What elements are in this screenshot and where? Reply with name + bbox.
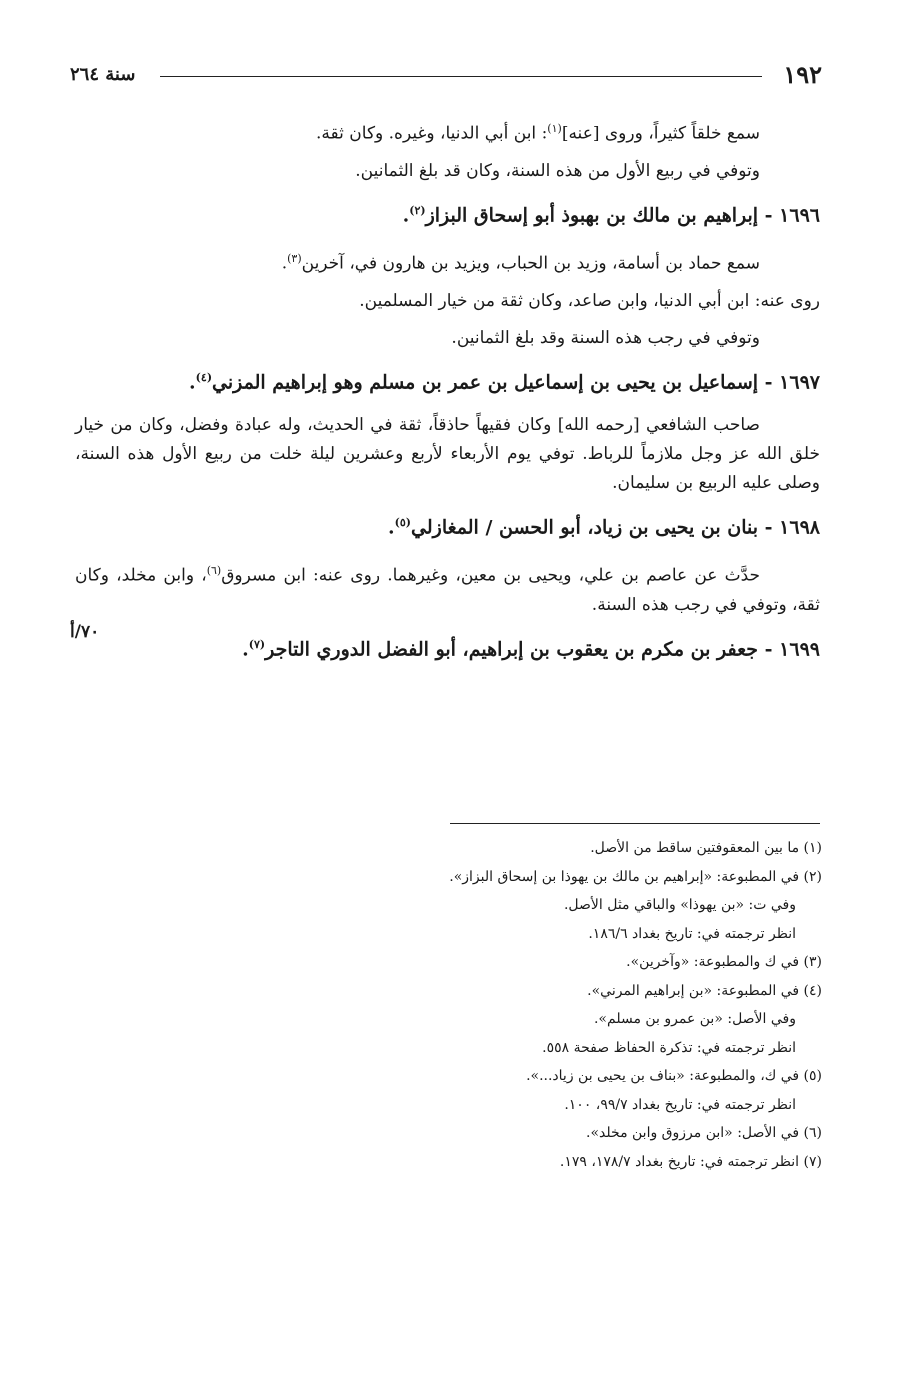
footnote-line: (٧) انظر ترجمته في: تاريخ بغداد ١٧٨/٧، ١٧٩. (559, 1153, 822, 1170)
footnote-line: (٤) في المطبوعة: «بن إبراهيم المرني». (587, 982, 822, 999)
biography-entry-heading (75, 508, 820, 542)
page-header (70, 60, 822, 92)
footnote-line: وفي ت: «بن يهوذا» والباقي مثل الأصل. (563, 897, 796, 913)
biography-entry-heading (75, 196, 820, 230)
footnote-line: (١) ما بين المعقوفتين ساقط من الأصل. (590, 840, 822, 856)
text-run: . (242, 638, 249, 661)
footnote-line: (٢) في المطبوعة: «إبراهيم بن مالك بن يهوذا بن إسحاق البزاز». (449, 868, 822, 885)
text-run: ١٦٩٨ - بنان بن يحيى بن زياد، أبو الحسن / المغازلي (411, 516, 820, 539)
text-run: سمع حماد بن أسامة، وزيد بن الحباب، ويزيد بن هارون في، آخرين (301, 253, 760, 274)
body-paragraph (75, 324, 820, 353)
footnote-marker: (٧) (248, 637, 266, 651)
body-paragraph (75, 556, 820, 620)
text-run: . (189, 370, 196, 393)
text-run: صاحب الشافعي [رحمه الله] وكان فقيهاً حاذقاً، ثقة في الحديث، وله عبادة وفضل، وكان من خيار خلق الله عز وجل ملازماً للرباط. توفي يوم الأربعاء لأربع وعشرين ليلة خلت من ربيع الأول هذه السنة، وصلى عليه الربيع بن سليمان. (75, 414, 820, 493)
header-rule (160, 76, 762, 77)
footnote-line: (٣) في ك والمطبوعة: «وآخرين». (626, 954, 822, 970)
text-run: ١٦٩٦ - إبراهيم بن مالك بن بهبوذ أبو إسحاق البزاز (425, 203, 820, 226)
text-run: . (402, 203, 410, 226)
text-run: ١٦٩٧ - إسماعيل بن يحيى بن إسماعيل بن عمر بن مسلم وهو إبراهيم المزني (212, 370, 820, 393)
footnote-marker: (٥) (394, 515, 412, 529)
footnotes (300, 834, 822, 1176)
biography-entry-heading (75, 363, 820, 397)
footnote-separator (450, 823, 820, 824)
text-run: حدَّث عن عاصم بن علي، ويحيى بن معين، وغيرهما. روى عنه: ابن مسروق (221, 565, 761, 586)
body-paragraph (75, 411, 820, 498)
text-run: سمع خلقاً كثيراً، وروى [عنه] (561, 123, 760, 144)
body-paragraph (75, 157, 820, 186)
footnote-line: انظر ترجمته في: تذكرة الحفاظ صفحة ٥٥٨. (542, 1039, 796, 1056)
text-run: وتوفي في رجب هذه السنة وقد بلغ الثمانين. (451, 327, 760, 348)
footnote-line: وفي الأصل: «بن عمرو بن مسلم». (593, 1011, 796, 1027)
main-text (75, 114, 820, 678)
body-paragraph (75, 287, 820, 316)
footnote-line: (٦) في الأصل: «ابن مرزوق وابن مخلد». (586, 1125, 822, 1141)
text-run: : ابن أبي الدنيا، وغيره. وكان ثقة. (316, 123, 548, 144)
footnote-line: انظر ترجمته في: تاريخ بغداد ٩٩/٧، ١٠٠. (564, 1096, 796, 1113)
body-paragraph (75, 244, 820, 279)
footnote-marker: (١) (547, 122, 562, 135)
footnote-marker: (٣) (287, 251, 302, 265)
footnote-line: انظر ترجمته في: تاريخ بغداد ١٨٦/٦. (588, 925, 796, 942)
text-run: ١٦٩٩ - جعفر بن مكرم بن يعقوب بن إبراهيم، أبو الفضل الدوري التاجر (265, 638, 820, 661)
footnote-marker: (٢) (409, 203, 426, 217)
margin-folio-reference: ٧٠/أ (70, 622, 100, 642)
biography-entry-heading (75, 630, 820, 664)
text-run: . (388, 516, 395, 539)
text-run: . (281, 253, 288, 274)
text-run: روى عنه: ابن أبي الدنيا، وابن صاعد، وكان ثقة من خيار المسلمين. (359, 290, 820, 311)
text-run: وتوفي في ربيع الأول من هذه السنة، وكان قد بلغ الثمانين. (355, 160, 760, 181)
text-run: ، وابن مخلد، وكان ثقة، وتوفي في رجب هذه السنة. (75, 565, 820, 615)
running-head: سنة ٢٦٤ (70, 64, 136, 85)
footnote-line: (٥) في ك، والمطبوعة: «بناف بن يحيى بن زياد...». (526, 1068, 822, 1084)
footnote-marker: (٦) (206, 564, 222, 578)
body-paragraph (75, 114, 820, 149)
page-number: ١٩٢ (783, 60, 822, 89)
footnote-marker: (٤) (195, 370, 213, 384)
